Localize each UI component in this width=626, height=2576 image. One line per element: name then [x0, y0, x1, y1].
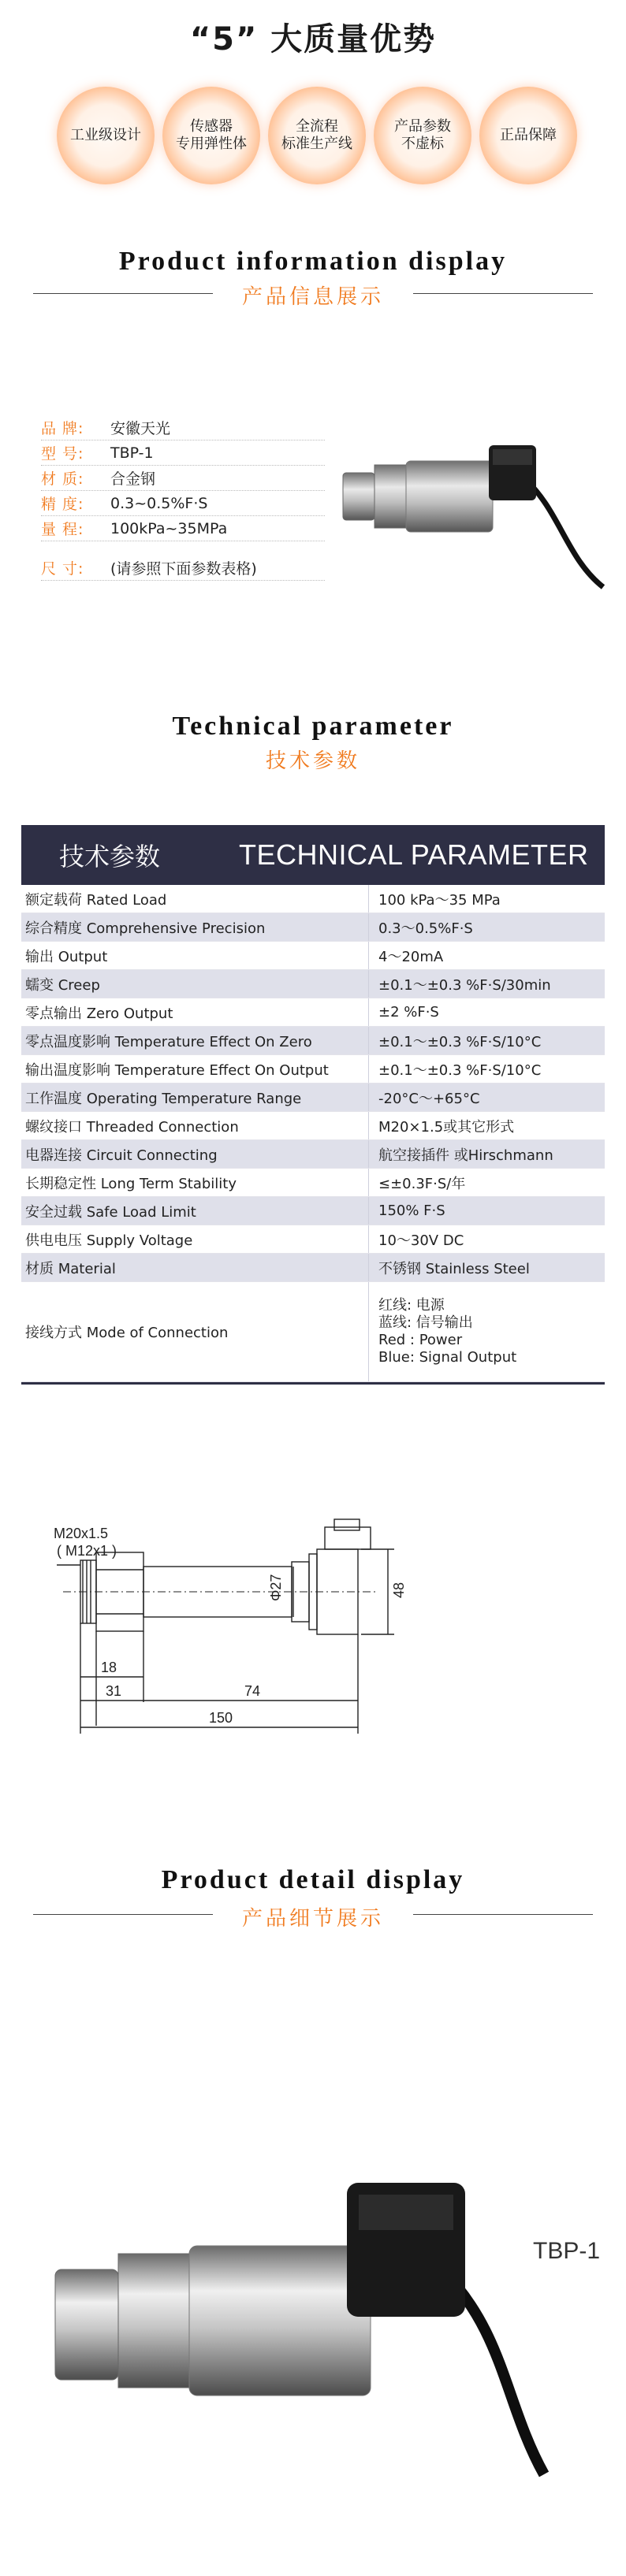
advantage-label: 产品参数 不虚标	[394, 118, 451, 152]
info-value: 合金钢	[110, 470, 156, 488]
info-value: 0.3~0.5%F·S	[110, 494, 208, 512]
dim-31-label: 31	[106, 1683, 122, 1699]
sensor-product-image	[331, 426, 615, 591]
param-value: ±0.1～±0.3 %F·S/10°C	[368, 1055, 605, 1083]
param-name: 螺纹接口 Threaded Connection	[25, 1118, 239, 1136]
param-value: 0.3～0.5%F·S	[368, 913, 605, 941]
advantage-production-line	[268, 87, 366, 184]
page-title: “5” 大质量优势	[189, 21, 437, 58]
info-value: 100kPa~35MPa	[110, 519, 228, 537]
detail-title-en: Product detail display	[161, 1865, 465, 1894]
dimension-drawing	[47, 1497, 591, 1757]
height-label: 48	[391, 1582, 407, 1598]
param-name: 输出温度影响 Temperature Effect On Output	[25, 1061, 329, 1079]
info-label: 型 号:	[41, 445, 84, 463]
tech-header-cn: 技术参数	[59, 842, 161, 872]
table-row	[21, 1112, 605, 1140]
thread-alt-label: ( M12x1 )	[57, 1543, 117, 1559]
advantage-label: 全流程 标准生产线	[281, 118, 352, 152]
advantage-elastic-body	[162, 87, 260, 184]
param-name: 电器连接 Circuit Connecting	[25, 1147, 218, 1164]
param-name: 综合精度 Comprehensive Precision	[25, 920, 266, 937]
product-info-title-en: Product information display	[118, 247, 508, 276]
info-value: (请参照下面参数表格)	[110, 560, 257, 578]
table-bottom-border	[21, 1382, 605, 1385]
param-name: 材质 Material	[25, 1260, 116, 1277]
param-name: 安全过载 Safe Load Limit	[25, 1203, 196, 1221]
info-value: TBP-1	[110, 444, 154, 462]
param-name: 长期稳定性 Long Term Stability	[25, 1175, 237, 1192]
param-name: 零点温度影响 Temperature Effect On Zero	[25, 1033, 312, 1050]
info-row-model	[41, 440, 325, 466]
info-label: 材 质:	[41, 470, 84, 488]
param-value: ±0.1～±0.3 %F·S/30min	[368, 970, 605, 998]
table-row-connection	[21, 1282, 605, 1382]
advantage-label: 正品保障	[500, 127, 557, 143]
table-row	[21, 1027, 605, 1055]
diameter-label: Φ27	[268, 1574, 284, 1601]
table-row	[21, 885, 605, 913]
table-row	[21, 998, 605, 1027]
advantage-label: 工业级设计	[70, 127, 141, 143]
dim-150-label: 150	[209, 1710, 233, 1726]
tech-title-cn: 技术参数	[265, 749, 360, 773]
table-row	[21, 1197, 605, 1225]
info-row-range	[41, 516, 325, 541]
param-value: 不锈钢 Stainless Steel	[368, 1254, 605, 1281]
param-value: ≤±0.3F·S/年	[368, 1169, 605, 1196]
dim-74-label: 74	[244, 1683, 261, 1699]
info-label: 品 牌:	[41, 420, 84, 437]
advantage-label: 传感器 专用弹性体	[176, 118, 247, 152]
param-value: ±0.1～±0.3 %F·S/10°C	[368, 1027, 605, 1054]
table-row	[21, 1084, 605, 1112]
param-value: 150% F·S	[368, 1197, 605, 1225]
product-info-title-cn: 产品信息展示	[241, 285, 384, 309]
connection-line: Blue: Signal Output	[378, 1349, 517, 1366]
param-name: 工作温度 Operating Temperature Range	[25, 1090, 302, 1107]
dim-18-label: 18	[101, 1660, 117, 1675]
param-name: 输出 Output	[25, 948, 108, 965]
param-value: 10～30V DC	[368, 1225, 605, 1253]
sensor-detail-image	[0, 2151, 626, 2482]
advantage-true-params	[374, 87, 471, 184]
connection-line: 蓝线: 信号输出	[378, 1314, 473, 1331]
product-info-list	[41, 415, 325, 581]
tech-table	[21, 885, 605, 1385]
table-row	[21, 1055, 605, 1084]
info-value: 安徽天光	[110, 420, 171, 437]
info-row-brand	[41, 415, 325, 440]
param-value: M20×1.5或其它形式	[368, 1112, 605, 1139]
param-value: 100 kPa～35 MPa	[368, 885, 605, 913]
advantage-industrial-design	[57, 87, 155, 184]
table-row	[21, 942, 605, 970]
info-row-material	[41, 466, 325, 491]
table-row	[21, 913, 605, 942]
table-row	[21, 1254, 605, 1282]
detail-title-cn: 产品细节展示	[241, 1907, 384, 1931]
table-row	[21, 970, 605, 998]
param-value: 航空接插件 或Hirschmann	[368, 1140, 605, 1168]
param-name: 零点输出 Zero Output	[25, 1005, 173, 1022]
model-label: TBP-1	[533, 2238, 601, 2264]
info-label: 尺 寸:	[41, 560, 84, 578]
table-row	[21, 1225, 605, 1254]
param-name: 供电电压 Supply Voltage	[25, 1232, 193, 1249]
tech-title-en: Technical parameter	[172, 712, 454, 741]
tech-table-header	[21, 825, 605, 885]
param-name: 蠕变 Creep	[25, 976, 100, 994]
param-name: 额定载荷 Rated Load	[25, 891, 167, 909]
info-label: 精 度:	[41, 496, 84, 513]
thread-label: M20x1.5	[54, 1526, 109, 1541]
connection-line: Red : Power	[378, 1332, 463, 1348]
connection-line: 红线: 电源	[378, 1297, 445, 1314]
param-value	[368, 1282, 605, 1381]
table-row	[21, 1169, 605, 1197]
info-row-accuracy	[41, 491, 325, 516]
table-row	[21, 1140, 605, 1169]
param-value: ±2 %F·S	[368, 998, 605, 1026]
tech-header-en: TECHNICAL PARAMETER	[239, 838, 589, 871]
param-name: 接线方式 Mode of Connection	[25, 1325, 229, 1341]
param-value: -20°C～+65°C	[368, 1084, 605, 1111]
advantages-row	[57, 87, 577, 197]
advantage-genuine	[479, 87, 577, 184]
param-value: 4～20mA	[368, 942, 605, 969]
info-row-size	[41, 556, 325, 581]
info-label: 量 程:	[41, 521, 84, 538]
